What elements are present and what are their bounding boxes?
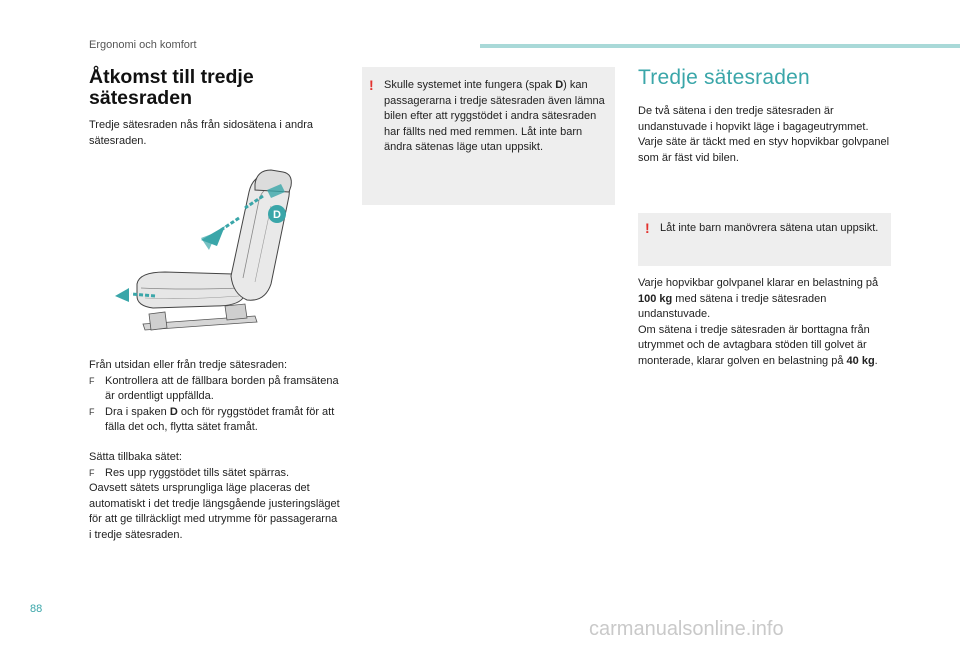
warning-lever-post: ) kan passagerarna i tredje sätesraden även lämna bilen efter att ryggstödet i andra sätesraden har fällts ned med remmen. Låt inte barn ändra sätenas läge utan uppsikt. (384, 79, 605, 153)
watermark: carmanualsonline.info (589, 618, 784, 640)
left-section-title (89, 67, 349, 109)
step-2 (89, 405, 341, 436)
right-load-info (638, 276, 896, 369)
step-2-text-pre: Dra i spaken (105, 405, 170, 418)
section-header: Ergonomi och komfort (89, 39, 197, 51)
reset-intro: Sätta tillbaka sätet: (89, 451, 182, 463)
seat-illustration-icon (105, 166, 305, 338)
load-2-value: 40 kg (846, 354, 875, 367)
left-title-line2: sätesraden (89, 87, 192, 109)
warning-lever-bold: D (555, 79, 564, 91)
warning-box-lever (362, 67, 615, 205)
left-steps (89, 358, 341, 436)
callout-d-label: D (273, 209, 281, 221)
step-1-text: Kontrollera att de fällbara borden på framsätena är ordentligt uppfällda. (105, 374, 339, 402)
warning-lever-text (384, 78, 608, 156)
warning-icon: ! (369, 77, 374, 93)
bullet-icon: F (89, 406, 95, 417)
page-number: 88 (30, 603, 43, 615)
load-1-value: 100 kg (638, 292, 673, 305)
left-title-line1: Åtkomst till tredje (89, 66, 254, 88)
right-intro: De två sätena i den tredje sätesraden är undanstuvade i hopvikt läge i bagageutrymmet. Varje säte är täckt med en styv hopvikbar golvpanel som är fäst vid bilen. (638, 105, 890, 164)
warning-box-children (638, 213, 891, 266)
load-2-pre: Om sätena i tredje sätesraden är borttagna från utrymmet och de avtagbara stöden till golvet är monterade, klarar golven en belastning på (638, 323, 870, 367)
left-intro: Tredje sätesraden nås från sidosätena i andra sätesraden. (89, 119, 314, 147)
bullet-icon: F (89, 467, 95, 478)
left-reset (89, 450, 341, 543)
step-2-lever: D (169, 405, 178, 418)
reset-step (89, 466, 341, 482)
load-2-post: . (874, 354, 878, 367)
warning-icon: ! (645, 220, 650, 236)
reset-note: Oavsett sätets ursprungliga läge placeras det automatiskt i det tredje längsgående justeringsläget för att ge tillräckligt med utrymme för passagerarna i tredje sätesraden. (89, 482, 340, 541)
load-para-1 (638, 276, 896, 323)
warning-lever-pre: Skulle systemet inte fungera (spak (384, 79, 556, 91)
reset-step-text: Res upp ryggstödet tills sätet spärras. (105, 466, 290, 479)
load-1-pre: Varje hopvikbar golvpanel klarar en belastning på (638, 277, 879, 289)
load-para-2 (638, 323, 896, 370)
step-2-text-post: och för ryggstödet framåt för att fälla det och, flytta sätet framåt. (105, 405, 335, 433)
right-section-title: Tredje sätesraden (638, 66, 810, 89)
step-1 (89, 374, 341, 405)
load-1-post: med sätena i tredje sätesraden undanstuvade. (638, 292, 827, 320)
steps-intro: Från utsidan eller från tredje sätesraden: (89, 359, 288, 371)
bullet-icon: F (89, 375, 95, 386)
warning-children-text: Låt inte barn manövrera sätena utan uppsikt. (660, 222, 879, 234)
header-accent-bar (480, 44, 960, 48)
